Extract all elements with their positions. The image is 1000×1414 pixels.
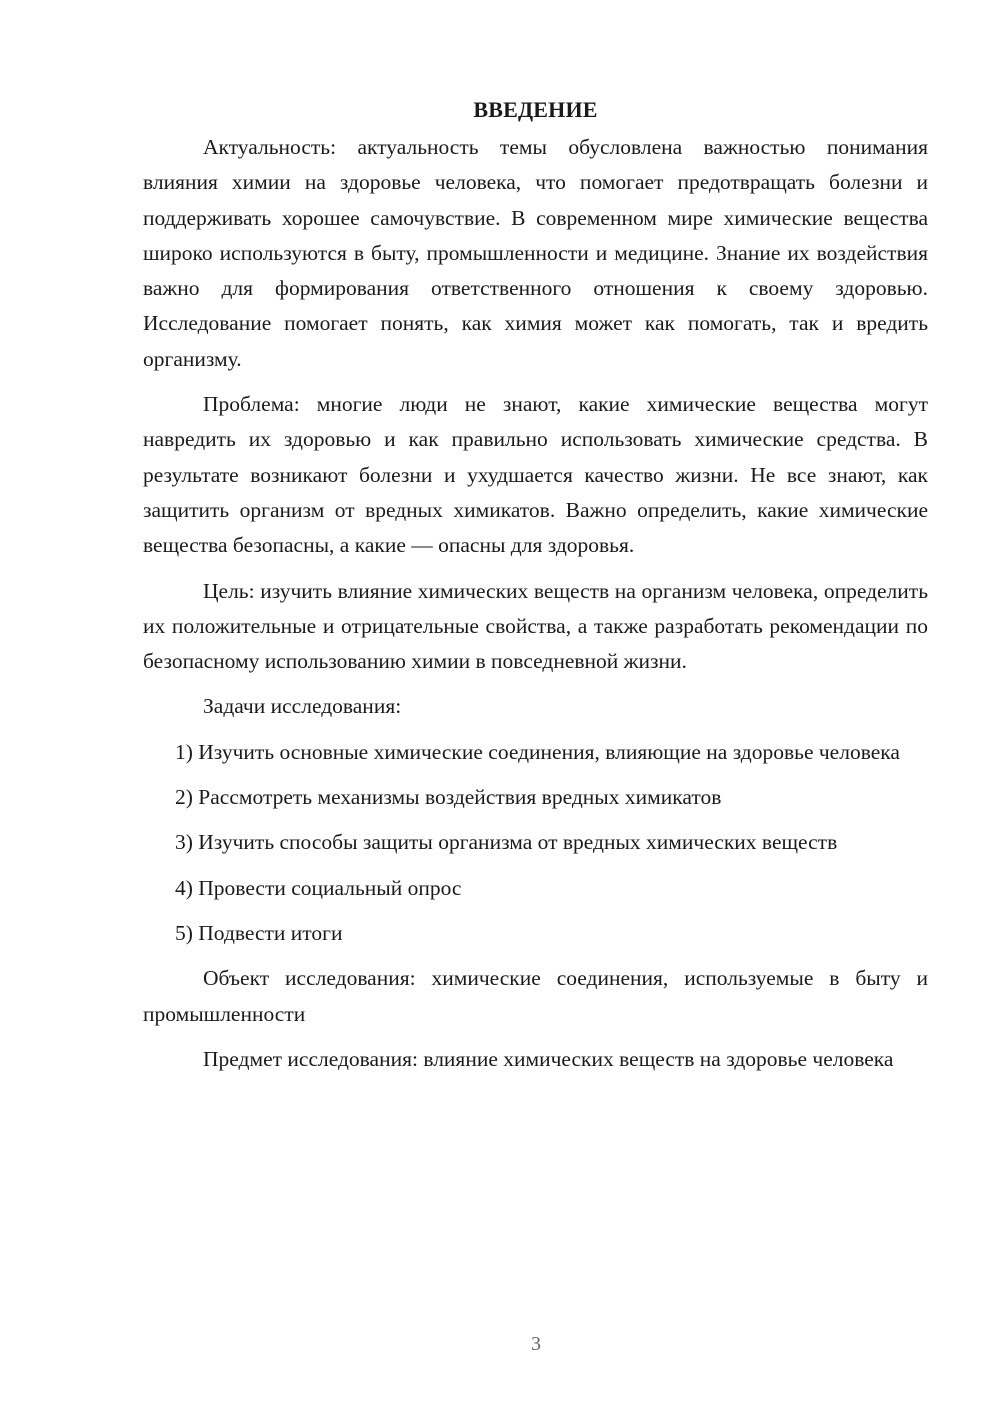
section-title: ВВЕДЕНИЕ	[473, 97, 598, 122]
task-item-1: 1) Изучить основные химические соединения, влияющие на здоровье человека	[175, 739, 900, 764]
document-page	[143, 92, 928, 1087]
paragraph-object: Объект исследования: химические соединения, используемые в быту и промышленности	[143, 966, 928, 1026]
paragraph-problem: Проблема: многие люди не знают, какие химические вещества могут навредить их здоровью и как правильно использовать химические средства. В результате возникают болезни и ухудшается качество жизни. Не все знают, как защитить организм от вредных химикатов. Важно определить, какие химические вещества безопасны, а какие — опасны для здоровья.	[143, 392, 928, 558]
task-item-3: 3) Изучить способы защиты организма от вредных химических веществ	[175, 830, 838, 855]
paragraph-goal: Цель: изучить влияние химических веществ на организм человека, определить их положительные и отрицательные свойства, а также разработать рекомендации по безопасному использованию химии в повседневной жизни.	[143, 578, 928, 674]
task-item-5: 5) Подвести итоги	[175, 920, 343, 945]
paragraph-subject: Предмет исследования: влияние химических веществ на здоровье человека	[203, 1046, 894, 1071]
task-item-4: 4) Провести социальный опрос	[175, 875, 462, 900]
paragraph-tasks-heading: Задачи исследования:	[203, 694, 402, 719]
page-number: 3	[531, 1333, 541, 1355]
task-item-2: 2) Рассмотреть механизмы воздействия вредных химикатов	[175, 785, 722, 810]
paragraph-relevance: Актуальность: актуальность темы обусловлена важностью понимания влияния химии на здоровье человека, что помогает предотвращать болезни и поддерживать хорошее самочувствие. В современном мире химические вещества широко используются в быту, промышленности и медицине. Знание их воздействия важно для формирования ответственного отношения к своему здоровью. Исследование помогает понять, как химия может как помогать, так и вредить организму.	[143, 135, 928, 371]
